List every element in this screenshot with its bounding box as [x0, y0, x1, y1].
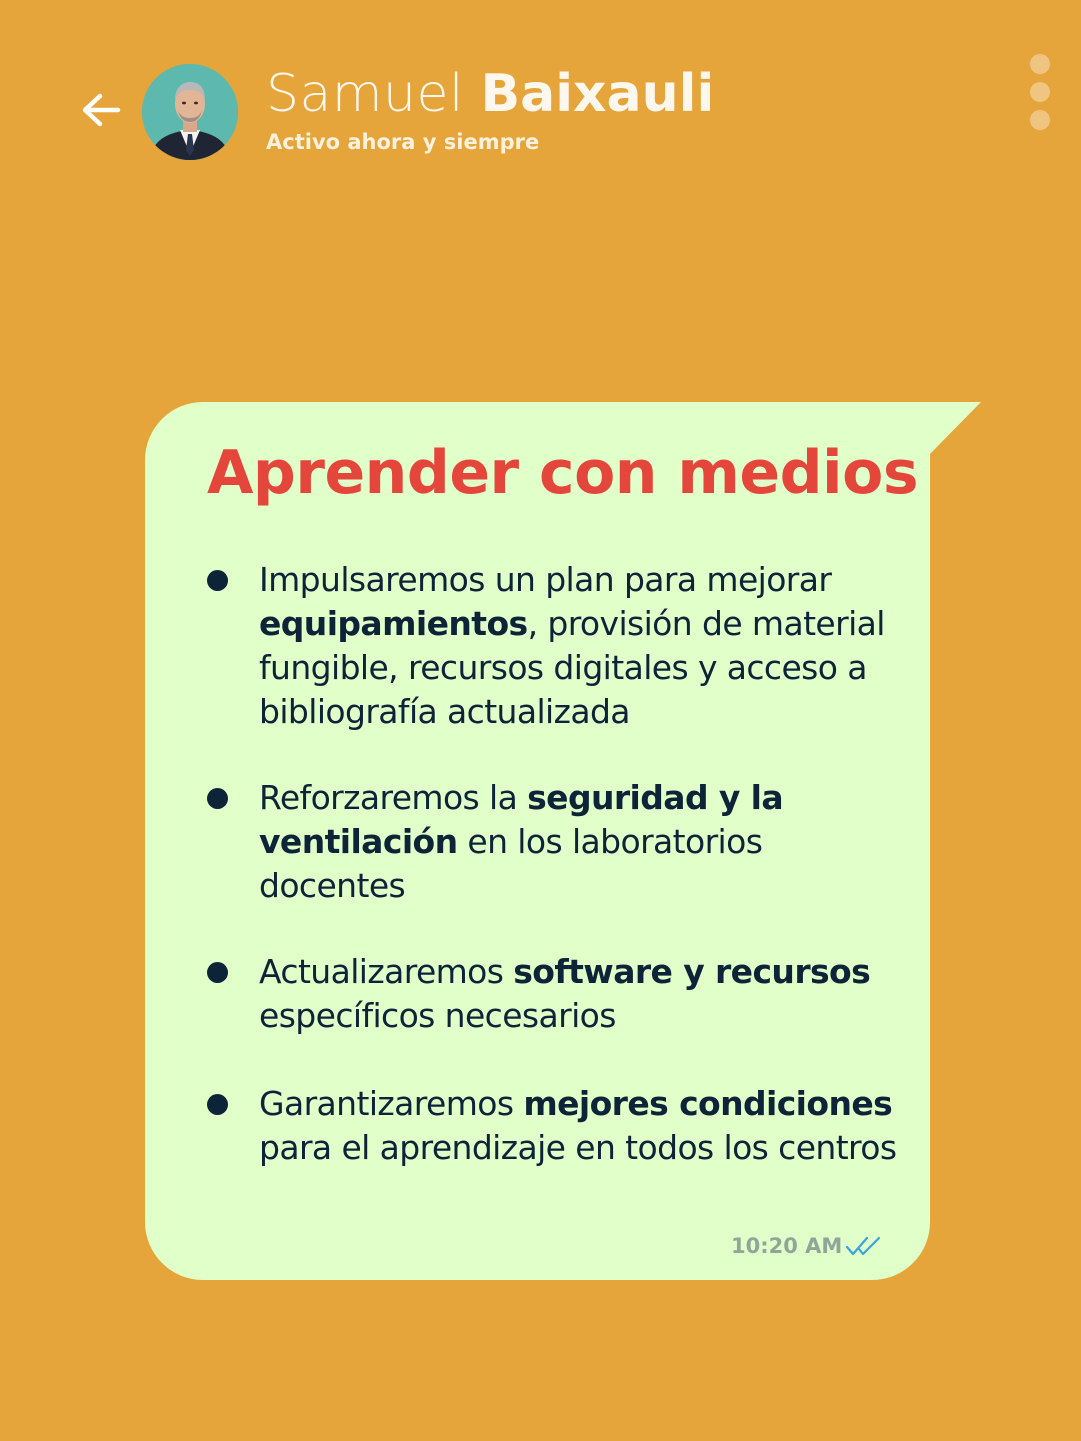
message-list: [145, 402, 930, 1280]
list-item-text: [259, 1082, 909, 1170]
message-time: 10:20 AM: [731, 1234, 843, 1258]
item-text-part: Actualizaremos: [259, 952, 514, 991]
contact-status: Activo ahora y siempre: [266, 130, 540, 154]
bullet-icon: [207, 788, 228, 809]
more-vertical-icon-dot: [1030, 82, 1050, 102]
bullet-icon: [207, 1094, 228, 1115]
item-text-bold: mejores condiciones: [523, 1084, 893, 1123]
bullet-icon: [207, 570, 228, 591]
item-text-part: Reforzaremos la: [259, 778, 528, 817]
item-text-bold: software y recursos: [513, 952, 871, 991]
chat-header: [0, 0, 1081, 190]
list-item-text: [259, 558, 909, 734]
arrow-left-icon: [78, 88, 124, 132]
item-text-part: para el aprendizaje en todos los centros: [259, 1128, 897, 1167]
more-options-button[interactable]: [1026, 52, 1054, 132]
back-button[interactable]: [78, 88, 124, 132]
bubble-tail: [928, 402, 982, 456]
item-text-part: , provisión de material fungible, recursos digitales y acceso a bibliografía actualizada: [259, 604, 885, 731]
list-item-text: [259, 950, 909, 1038]
list-item-text: [259, 776, 909, 908]
bullet-icon: [207, 962, 228, 983]
item-text-part: Impulsaremos un plan para mejorar: [259, 560, 832, 599]
message-title: Aprender con medios: [207, 438, 919, 508]
item-text-part: en los laboratorios docentes: [259, 822, 763, 905]
item-text-part: Garantizaremos: [259, 1084, 524, 1123]
profile-photo: [142, 64, 238, 160]
more-vertical-icon-dot: [1030, 110, 1050, 130]
item-text-bold: seguridad y la ventilación: [259, 778, 784, 861]
message-bubble: [145, 402, 930, 1280]
item-text-part: específicos necesarios: [259, 996, 616, 1035]
double-check-icon: [845, 1235, 883, 1257]
item-text-bold: equipamientos: [259, 604, 528, 643]
contact-last-name: Baixauli: [480, 64, 715, 124]
more-vertical-icon: [1030, 54, 1050, 74]
avatar[interactable]: [142, 64, 238, 160]
contact-name: [266, 62, 714, 126]
contact-first-name: Samuel: [266, 64, 464, 124]
